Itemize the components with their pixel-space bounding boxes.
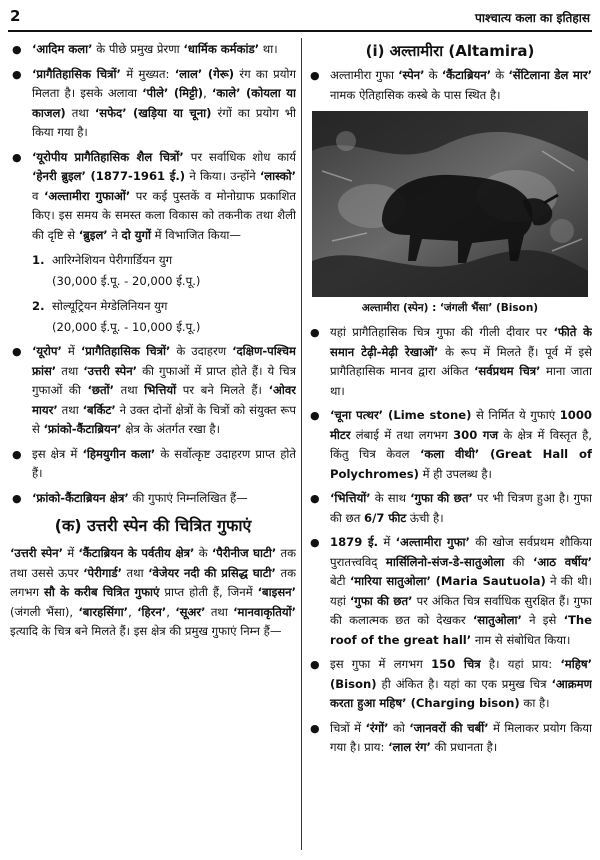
bullet-icon: ●	[310, 69, 320, 82]
bullet-icon: ●	[310, 492, 320, 505]
list-item-range: (20,000 ई.पू. - 10,000 ई.पू.)	[52, 320, 201, 334]
page-number: 2	[10, 7, 21, 25]
bullet-item-europe: ● ‘यूरोप’ में ‘प्रागैतिहासिक चित्रों’ के उदाहरण ‘दक्षिण-पश्चिम फ्रांस’ तथा ‘उत्तरी स्पेन’ की गुफाओं में प्राप्त होते हैं। ये चित्र गुफाओं की ‘छतों’ तथा भित्तियों पर बने मिलते हैं। ‘ओवर मायर’ तथा ‘बर्किट’ ने उक्त दोनों क्षेत्रों के चित्रों को संयुक्त रूप से ‘फ्रांको-कैंटाब्रियन’ क्षेत्र के अंतर्गत रखा है।	[12, 344, 296, 436]
bullet-icon: ●	[12, 447, 22, 461]
bullet-item-franco-cantabrian: ● ‘फ्रांको-कैंटाब्रियन क्षेत्र’ की गुफाएं निम्नलिखित हैं—	[10, 489, 296, 509]
list-item: 2. सोल्यूट्रियन मेग्डेलिनियन युग	[32, 299, 168, 313]
bullet-item-ceiling: ● ‘भित्तियों’ के साथ ‘गुफा की छत’ पर भी चित्रण हुआ है। गुफा की छत 6/7 फीट ऊंची है।	[310, 491, 592, 525]
column-divider	[301, 38, 302, 850]
paragraph-north-spain: ‘उत्तरी स्पेन’ में ‘कैंटाब्रियन के पर्वतीय क्षेत्र’ के ‘पैरीनीज घाटी’ तक तथा उससे ऊपर ‘पेरीगार्ड’ तथा ‘वेजेयर नदी की प्रसिद्ध घाटी’ तक लगभग सौ के करीब चित्रित गुफाएं प्राप्त होती हैं, जिनमें ‘बाइसन’ (जंगली भैंसा), ‘बारहसिंगा’, ‘हिरन’, ‘सूअर’ तथा ‘मानवाकृतियों’ इत्यादि के चित्र बने मिलते हैं। इस क्षेत्र की प्रमुख गुफाएं निम्न हैं—	[10, 546, 296, 638]
bullet-item-discovery: ● 1879 ई. में ‘अल्तामीरा गुफा’ की खोज सर्वप्रथम शौकिया पुरातत्त्वविद् मार्सिलिनो-संज-डे-सातुओला की ‘आठ वर्षीय’ बेटी ‘मारिया सातुओला’ (Maria Sautuola) ने की थी। यहां ‘गुफा की छत’ पर अंकित चित्र सर्वाधिक सुरक्षित हैं। गुफा की कलात्मक छत को देखकर ‘सातुओला’ ने इसे ‘The roof of the great hall’ नाम से संबोधित किया।	[310, 535, 592, 647]
right-column	[308, 40, 592, 856]
figure-caption: अल्तामीरा (स्पेन) : ‘जंगली भैंसा’ (Bison)	[361, 302, 539, 314]
list-item-range: (30,000 ई.पू. - 20,000 ई.पू.)	[52, 274, 201, 288]
bullet-item-limestone: ● ‘चूना पत्थर’ (Lime stone) से निर्मित ये गुफाएं 1000 मीटर लंबाई में तथा लगभग 300 गज के क्षेत्र में विस्तृत है, किंतु चित्र केवल ‘कला वीथी’ (Great Hall of Polychromes) में ही उपलब्ध है।	[310, 408, 592, 481]
bullet-item-animal-fat: ● चित्रों में ‘रंगों’ को ‘जानवरों की चर्बी’ में मिलाकर प्रयोग किया गया है। प्राय: ‘लाल रंग’ की प्रधानता है।	[310, 720, 592, 754]
bullet-icon: ●	[310, 536, 320, 549]
bullet-icon: ●	[12, 43, 22, 56]
bison-cave-painting-image	[312, 111, 588, 297]
bullet-item-paintings-count: ● इस गुफा में लगभग 150 चित्र है। यहां प्राय: ‘महिष’ (Bison) ही अंकित है। यहां का एक प्रमुख चित्र ‘आक्रमण करता हुआ महिष’ (Charging bison) का है।	[310, 657, 592, 710]
bullet-item-ice-age: ● इस क्षेत्र में ‘हिमयुगीन कला’ के सर्वोत्कृष्ट उदाहरण प्राप्त होते हैं।	[12, 446, 296, 480]
bullet-icon: ●	[12, 150, 22, 164]
left-column	[10, 40, 296, 856]
page-header	[8, 4, 592, 32]
bullet-item-colors: ● ‘प्रागैतिहासिक चित्रों’ में मुख्यत: ‘लाल’ (गेरू) रंग का प्रयोग मिलता है। इसके अलावा ‘पीले’ (मिट्टी), ‘काले’ (कोयला या काजल) तथा ‘सफेद’ (खड़िया या चूना) रंगों का प्रयोग भी किया गया है।	[12, 66, 296, 139]
book-title: पाश्चात्य कला का इतिहास	[475, 11, 590, 25]
section-heading-altamira: (i) अल्तामीरा (Altamira)	[365, 42, 535, 60]
bullet-item-breuil: ● ‘यूरोपीय प्रागैतिहासिक शैल चित्रों’ पर सर्वाधिक शोध कार्य ‘हेनरी ब्रुइल’ (1877-1961 ई.) ने किया। उन्होंने ‘लास्को’ व ‘अल्तामीरा गुफाओं’ पर कई पुस्तकें व मोनोग्राफ प्रकाशित किए। इस समय के समस्त कला विकास को तकनीक तथा शैली की दृष्टि से ‘ब्रुइल’ ने दो युगों में विभाजित किया—	[12, 149, 296, 242]
bullet-item-wet-wall: ● यहां प्रागैतिहासिक चित्र गुफा की गीली दीवार पर ‘फीते के समान टेढ़ी-मेढ़ी रेखाओं’ के रूप में मिलते हैं। पूर्व में इसे प्रागैतिहासिक मानव द्वारा अंकित ‘सर्वप्रथम चित्र’ माना जाता था।	[310, 325, 592, 398]
bullet-item-primitive-art: ● ‘आदिम कला’ के पीछे प्रमुख प्रेरणा ‘धार्मिक कर्मकांड’ था।	[10, 40, 296, 60]
bullet-icon: ●	[310, 409, 320, 422]
bullet-icon: ●	[310, 721, 320, 735]
bullet-icon: ●	[12, 67, 22, 81]
bullet-item-location: ● अल्तामीरा गुफा ‘स्पेन’ के ‘कैंटाब्रियन’ के ‘सेंटिलाना डेल मार’ नामक ऐतिहासिक कस्बे के पास स्थित है।	[310, 68, 592, 102]
bullet-icon: ●	[12, 345, 22, 358]
bullet-icon: ●	[12, 491, 22, 505]
bullet-icon: ●	[310, 326, 320, 339]
section-heading: (क) उत्तरी स्पेन की चित्रित गुफाएं	[54, 516, 252, 535]
bullet-icon: ●	[310, 658, 320, 671]
list-item: 1. आरिग्नेशियन पेरीगार्डियन युग	[32, 253, 173, 267]
